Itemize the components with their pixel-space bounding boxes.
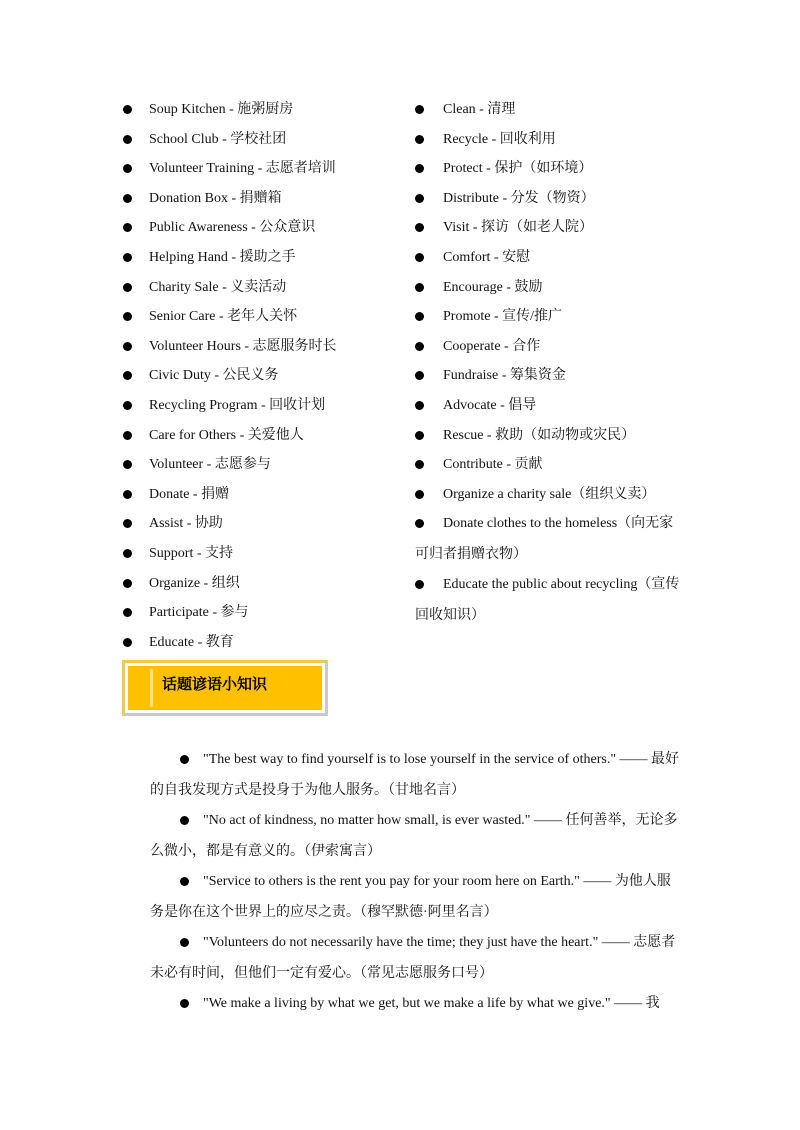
bullet-icon [123,312,132,321]
bullet-icon [123,164,132,173]
list-item [415,302,685,332]
bullet-icon [180,755,189,764]
vocab-text: Comfort - 安慰 [443,249,531,265]
bullet-icon [123,608,132,617]
vocab-text: Care for Others - 关爱他人 [149,427,304,443]
section-header [122,660,328,716]
list-item [123,391,393,421]
bullet-icon [123,135,132,144]
vocab-text: School Club - 学校社团 [149,131,287,147]
quote-item [150,928,680,989]
bullet-icon [123,401,132,410]
list-item [123,125,393,155]
bullet-icon [415,135,424,144]
list-item [415,154,685,184]
bullet-icon [123,490,132,499]
section-title: 话题谚语小知识 [162,675,268,693]
vocab-text: Promote - 宣传/推广 [443,309,562,325]
bullet-icon [123,105,132,114]
vocab-text: Educate - 教育 [149,634,234,650]
vocab-text: Organize - 组织 [149,575,240,591]
bullet-icon [123,253,132,262]
bullet-icon [180,999,189,1008]
vocab-text: Donate clothes to the homeless（向无家可归者捐赠衣物） [415,516,674,562]
vocab-text: Cooperate - 合作 [443,338,541,354]
bullet-icon [123,342,132,351]
vocab-text: Donate - 捐赠 [149,486,230,502]
vocab-text: Advocate - 倡导 [443,397,537,413]
vocab-text: Charity Sale - 义卖活动 [149,279,287,295]
list-item [415,450,685,480]
list-item [123,213,393,243]
vocab-text: Protect - 保护（如环境） [443,161,593,177]
bullet-icon [123,431,132,440]
list-item [123,450,393,480]
vocab-text: Volunteer Hours - 志愿服务时长 [149,338,337,354]
list-item [415,125,685,155]
quote-list [150,745,680,1020]
bullet-icon [123,283,132,292]
vocab-text: Distribute - 分发（物资） [443,190,595,206]
bullet-icon [415,105,424,114]
vocab-text: Donation Box - 捐赠箱 [149,190,282,206]
bullet-icon [180,938,189,947]
bullet-icon [415,519,424,528]
list-item [415,95,685,125]
list-item [123,361,393,391]
vocab-text: Organize a charity sale（组织义卖） [443,486,656,502]
list-item [415,243,685,273]
list-item [123,569,393,599]
section-header-fill [128,666,322,710]
bullet-icon [123,638,132,647]
list-item [123,243,393,273]
quote-item [150,806,680,867]
quote-text: "Service to others is the rent you pay for your room here on Earth." —— 为他人服务是你在这个世界上的应尽之责。（穆罕默德·阿里名言） [150,874,671,920]
vocab-text: Volunteer Training - 志愿者培训 [149,161,336,177]
list-item [123,598,393,628]
bullet-icon [123,549,132,558]
list-item [415,361,685,391]
bullet-icon [415,253,424,262]
vocab-text: Contribute - 贡献 [443,457,543,473]
quote-item [150,989,680,1020]
list-item [415,480,685,510]
vocab-text: Recycling Program - 回收计划 [149,397,326,413]
vocab-list-left [123,95,393,657]
list-item [415,570,685,631]
vocab-text: Public Awareness - 公众意识 [149,220,316,236]
vocab-text: Senior Care - 老年人关怀 [149,309,298,325]
vocab-text: Participate - 参与 [149,605,249,621]
bullet-icon [415,223,424,232]
bullet-icon [415,431,424,440]
quote-text: "The best way to find yourself is to lose yourself in the service of others." —— 最好的自我发现方式是投身于为他人服务。（甘地名言） [150,752,680,798]
list-item [123,480,393,510]
bullet-icon [180,816,189,825]
list-item [123,539,393,569]
list-item [415,213,685,243]
bullet-icon [415,312,424,321]
list-item [415,273,685,303]
vocab-text: Rescue - 救助（如动物或灾民） [443,427,636,443]
bullet-icon [415,580,424,589]
list-item [123,184,393,214]
list-item [415,391,685,421]
bullet-icon [123,194,132,203]
list-item [415,509,685,570]
list-item [415,184,685,214]
list-item [123,302,393,332]
bullet-icon [415,401,424,410]
list-item [123,628,393,658]
quote-text: "Volunteers do not necessarily have the time; they just have the heart." —— 志愿者未必有时间，但他们一定有爱心。（常见志愿服务口号） [150,935,676,981]
list-item [123,154,393,184]
quote-text: "No act of kindness, no matter how small, is ever wasted." —— 任何善举，无论多么微小，都是有意义的。（伊索寓言） [150,813,678,859]
list-item [123,509,393,539]
quote-text: "We make a living by what we get, but we make a life by what we give." —— 我 [203,996,660,1011]
bullet-icon [180,877,189,886]
vocab-text: Recycle - 回收利用 [443,131,556,147]
vocab-text: Encourage - 鼓励 [443,279,543,295]
vocab-text: Civic Duty - 公民义务 [149,368,279,384]
list-item [123,95,393,125]
list-item [123,332,393,362]
bullet-icon [123,460,132,469]
bullet-icon [123,371,132,380]
vocab-list-right [415,95,685,631]
bullet-icon [123,579,132,588]
vocab-text: Assist - 协助 [149,516,223,532]
vocab-text: Fundraise - 筹集资金 [443,368,566,384]
vocab-text: Clean - 清理 [443,102,516,117]
vocab-text: Helping Hand - 援助之手 [149,249,296,265]
bullet-icon [415,490,424,499]
bullet-icon [415,164,424,173]
vocab-text: Volunteer - 志愿参与 [149,457,271,473]
quote-item [150,745,680,806]
quote-item [150,867,680,928]
vocab-text: Visit - 探访（如老人院） [443,220,594,236]
bullet-icon [415,342,424,351]
section-header-rule [150,669,153,707]
bullet-icon [123,519,132,528]
bullet-icon [123,223,132,232]
vocab-text: Soup Kitchen - 施粥厨房 [149,102,294,117]
vocab-text: Educate the public about recycling（宣传回收知识） [415,577,680,623]
list-item [123,421,393,451]
list-item [415,332,685,362]
bullet-icon [415,283,424,292]
vocab-text: Support - 支持 [149,545,233,561]
bullet-icon [415,194,424,203]
bullet-icon [415,460,424,469]
list-item [123,273,393,303]
list-item [415,421,685,451]
bullet-icon [415,371,424,380]
